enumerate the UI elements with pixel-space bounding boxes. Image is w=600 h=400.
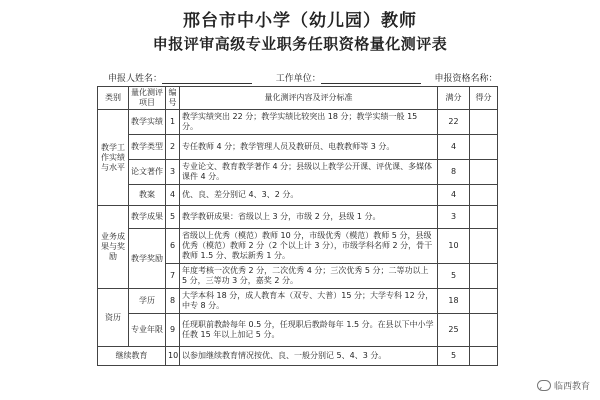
row-score-cell	[470, 229, 498, 264]
row-score-cell	[470, 110, 498, 135]
row-number: 8	[166, 289, 180, 314]
category-teaching: 教学工作实绩与水平	[98, 110, 129, 206]
header-content: 量化测评内容及评分标准	[180, 87, 438, 110]
row-number: 7	[166, 264, 180, 289]
row-score-cell	[470, 347, 498, 366]
row-item: 教学奖励	[129, 229, 166, 289]
document-title: 邢台市中小学（幼儿园）教师	[183, 11, 417, 31]
row-number: 4	[166, 185, 180, 206]
row-content: 专任教师 4 分；教学管理人员及教研员、电教教师等 3 分。	[180, 135, 438, 160]
row-score-cell	[470, 206, 498, 229]
category-education: 资历	[98, 289, 129, 347]
row-full-score: 10	[438, 229, 470, 264]
row-score-cell	[470, 160, 498, 185]
header-row	[98, 87, 498, 110]
document-subtitle: 申报评审高级专业职务任职资格量化测评表	[152, 35, 448, 53]
row-content: 优、良、差分别记 4、3、2 分。	[180, 185, 438, 206]
row-full-score: 4	[438, 185, 470, 206]
row-number: 6	[166, 229, 180, 264]
category-continuing: 继续教育	[98, 347, 166, 366]
table-row	[98, 206, 498, 229]
row-full-score: 5	[438, 347, 470, 366]
row-item: 学历	[129, 289, 166, 314]
header-full-score: 满分	[438, 87, 470, 110]
row-content: 任现职前教龄每年 0.5 分，任现职后教龄每年 1.5 分。在县以下中小学任教 15 年以上加记 5 分。	[180, 314, 438, 347]
row-score-cell	[470, 185, 498, 206]
watermark-text: 临西教育	[553, 382, 590, 392]
row-full-score: 3	[438, 206, 470, 229]
row-score-cell	[470, 264, 498, 289]
row-number: 3	[166, 160, 180, 185]
row-item: 教学类型	[129, 135, 166, 160]
name-field	[162, 73, 252, 84]
row-full-score: 4	[438, 135, 470, 160]
row-content: 省级以上优秀（模范）教师 10 分，市级优秀（模范）教师 5 分，县级优秀（模范）教师 2 分（2 个以上计 3 分），市级学科名师 2 分，骨干教师 1.5 分、教坛新秀 1 分。	[180, 229, 438, 264]
name-label: 申报人姓名：	[108, 74, 163, 84]
row-full-score: 25	[438, 314, 470, 347]
row-number: 9	[166, 314, 180, 347]
row-full-score: 8	[438, 160, 470, 185]
table-row	[98, 229, 498, 264]
row-content: 年度考核一次优秀 2 分，二次优秀 4 分；三次优秀 5 分；二等功以上 5 分，三等功 3 分，嘉奖 2 分。	[180, 264, 438, 289]
qualification-label: 申报资格名称：	[434, 74, 498, 84]
table-row	[98, 185, 498, 206]
table-row	[98, 110, 498, 135]
evaluation-table	[97, 86, 498, 366]
header-score: 得分	[470, 87, 498, 110]
row-item: 论文著作	[129, 160, 166, 185]
row-number: 1	[166, 110, 180, 135]
row-content: 教学教研成果：省级以上 3 分，市级 2 分，县级 1 分。	[180, 206, 438, 229]
table-row	[98, 347, 498, 366]
row-item: 教学实绩	[129, 110, 166, 135]
row-item: 教学成果	[129, 206, 166, 229]
chat-bubble-icon	[537, 380, 551, 391]
table-row	[98, 160, 498, 185]
row-number: 2	[166, 135, 180, 160]
watermark	[537, 379, 590, 392]
row-score-cell	[470, 135, 498, 160]
table-row	[98, 289, 498, 314]
row-full-score: 5	[438, 264, 470, 289]
row-content: 以参加继续教育情况按优、良、一般分别记 5、4、3 分。	[180, 347, 438, 366]
row-number: 5	[166, 206, 180, 229]
table-row	[98, 135, 498, 160]
row-content: 教学实绩突出 22 分；教学实绩比较突出 18 分；教学实绩一般 15 分。	[180, 110, 438, 135]
category-achievements: 业务成果与奖励	[98, 206, 129, 289]
header-item: 量化测评项目	[129, 87, 166, 110]
row-content: 大学本科 18 分，成人教育本（双专、大普）15 分；大学专科 12 分，中专 8 分。	[180, 289, 438, 314]
row-score-cell	[470, 314, 498, 347]
row-score-cell	[470, 289, 498, 314]
row-full-score: 22	[438, 110, 470, 135]
row-item: 教案	[129, 185, 166, 206]
applicant-info-line	[108, 71, 588, 84]
unit-label: 工作单位：	[275, 74, 321, 84]
row-number: 10	[166, 347, 180, 366]
row-content: 专业论文、教育教学著作 4 分；县级以上教学公开课、评优课、多媒体课件 4 分。	[180, 160, 438, 185]
row-item: 专业年限	[129, 314, 166, 347]
table-row	[98, 314, 498, 347]
row-full-score: 18	[438, 289, 470, 314]
unit-field	[321, 73, 421, 84]
header-number: 编号	[166, 87, 180, 110]
header-category: 类别	[98, 87, 129, 110]
